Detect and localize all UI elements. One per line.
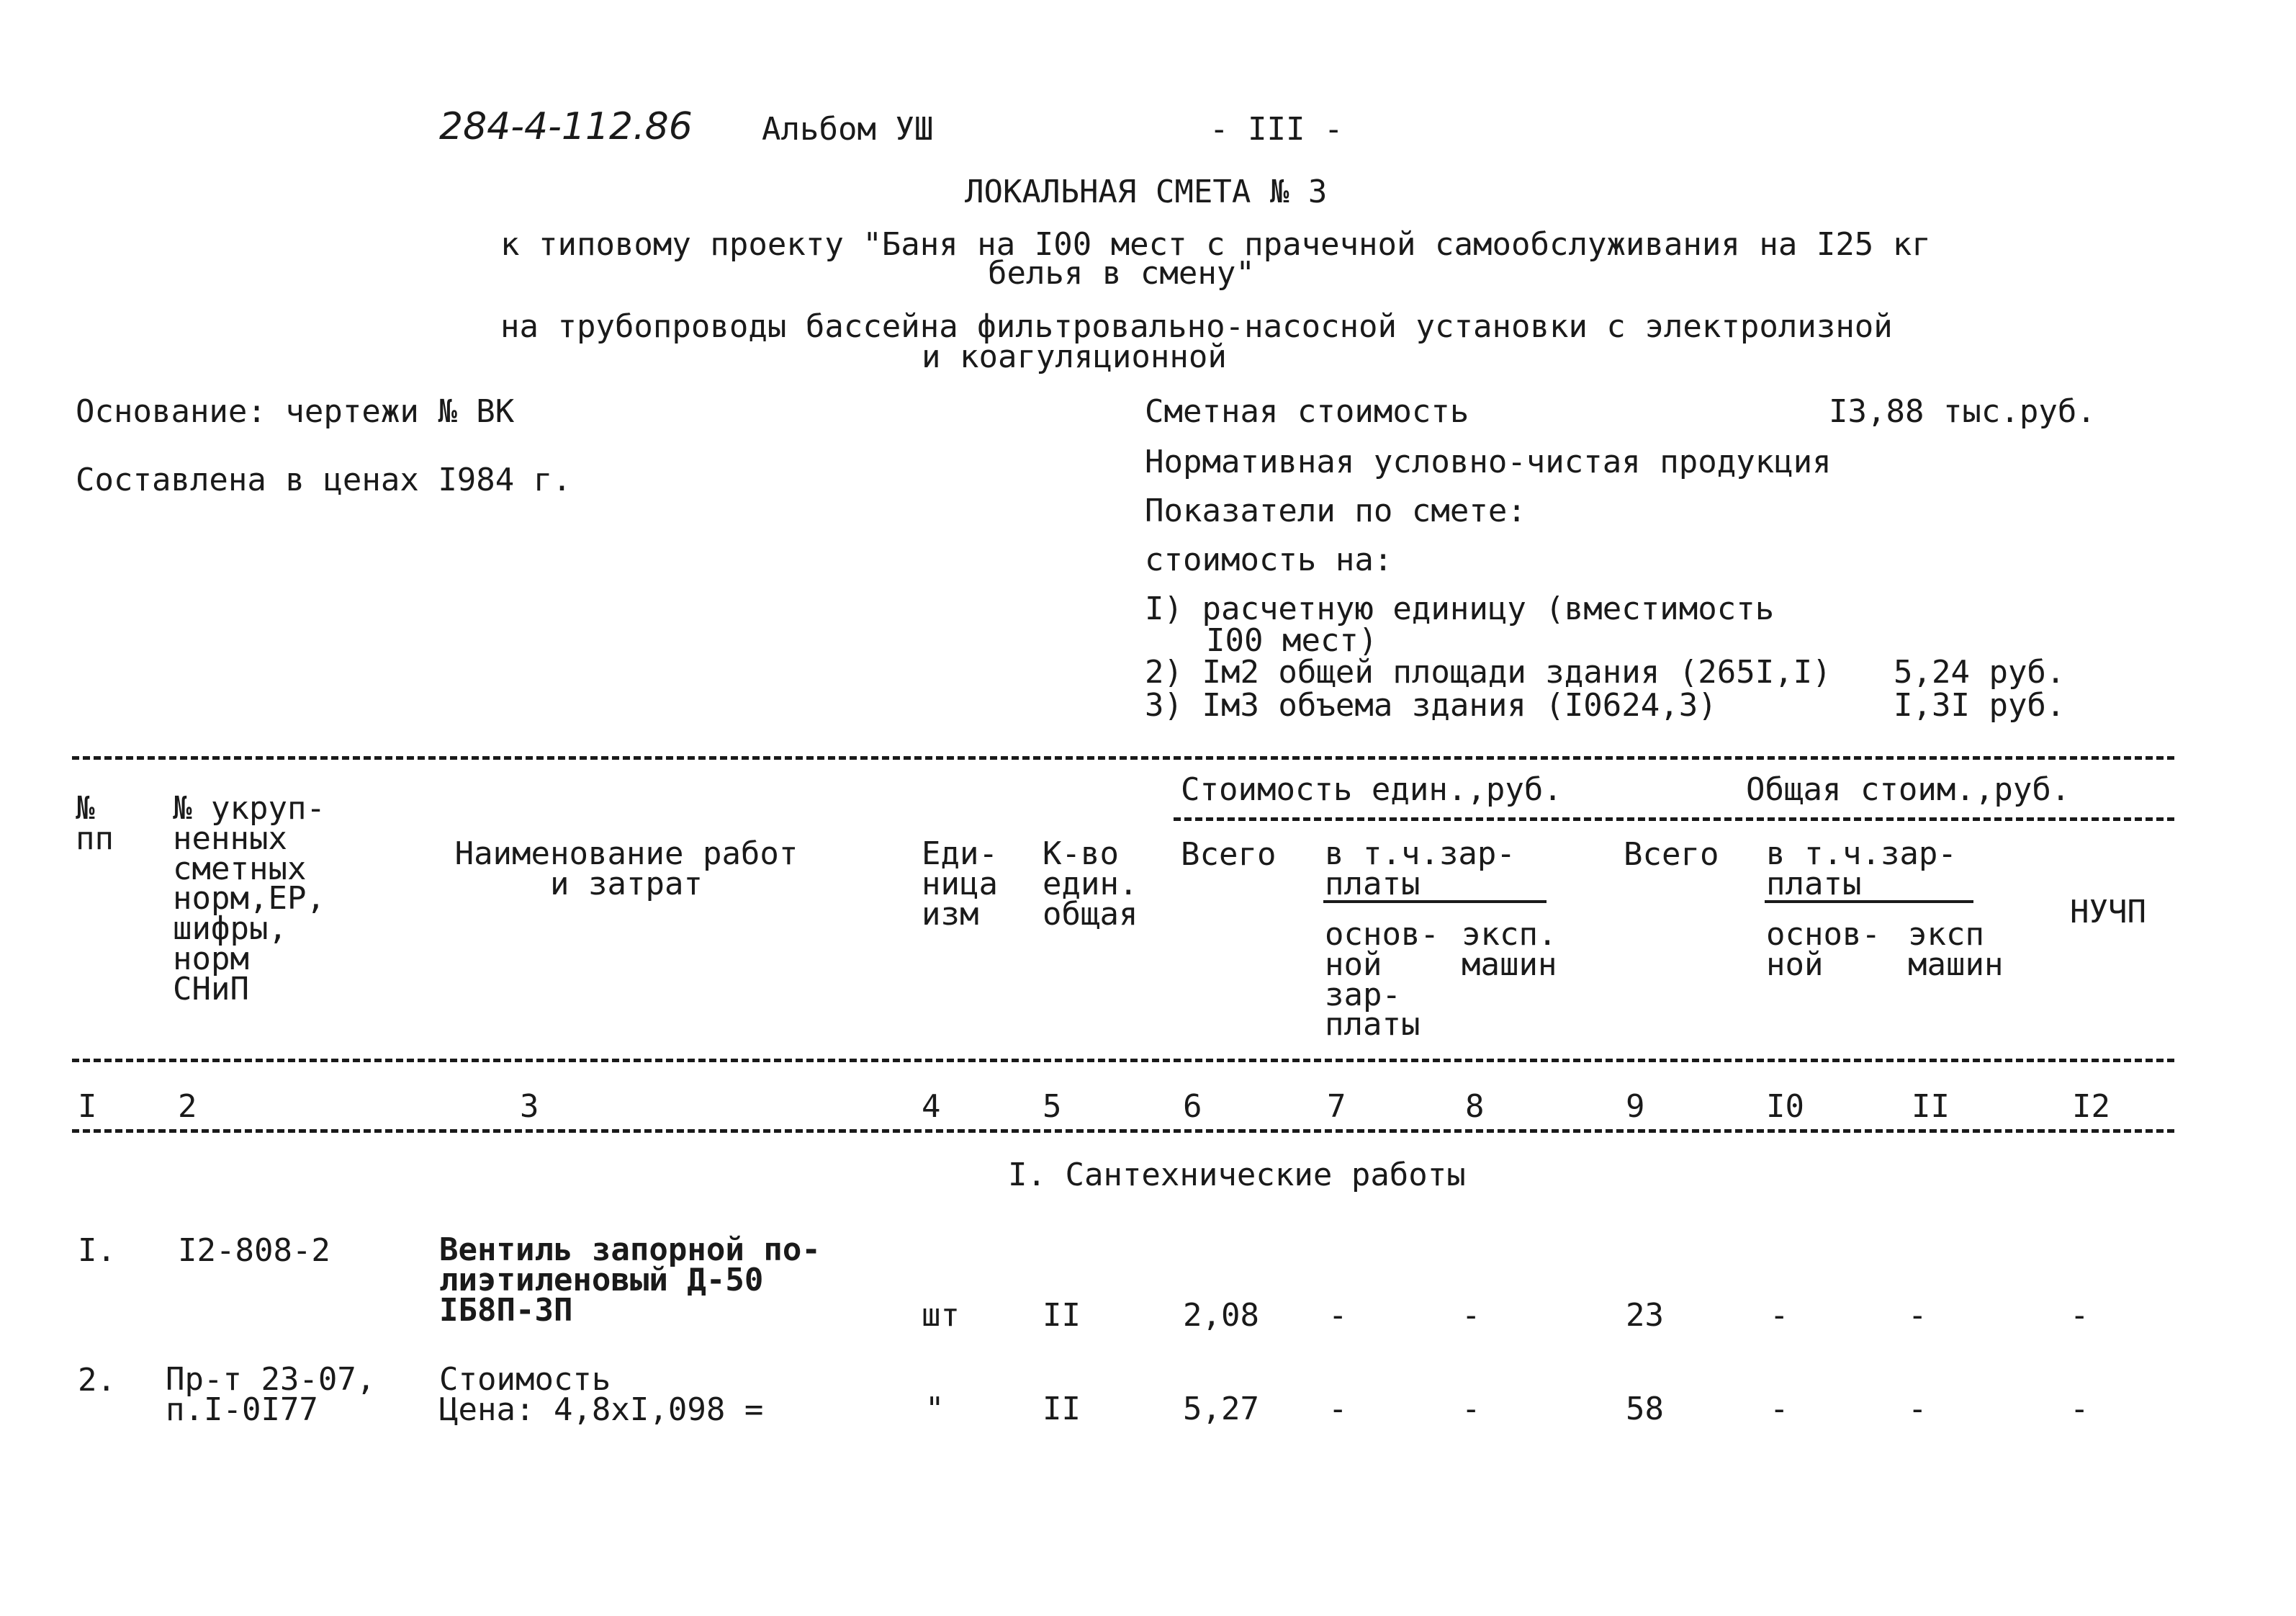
total-machine-ops: эксп машин — [1908, 916, 2004, 983]
row-1-name: Вентиль запорной по- лиэтиленовый Д-50 IБ8П-3П — [439, 1231, 821, 1329]
header-col-4: Еди- ница изм — [922, 835, 998, 933]
row-1-code: I2-808-2 — [178, 1232, 330, 1269]
row-2-num: 2. — [78, 1362, 116, 1399]
normative-line: Нормативная условно-чистая продукция — [1145, 444, 1832, 480]
row-1-unit-total: 2,08 — [1183, 1297, 1259, 1334]
subject-line-2: и коагуляционной — [922, 338, 1227, 375]
header-col-1: № пп — [76, 790, 114, 857]
col-number-12: I2 — [2072, 1088, 2110, 1125]
nuchp-header: НУЧП — [2070, 894, 2146, 930]
row-2-unit: " — [925, 1391, 945, 1427]
unit-wages-underline — [1323, 900, 1547, 903]
header-bottom-rule — [72, 1059, 2174, 1062]
row-2-total-mach: - — [1908, 1391, 1927, 1427]
header-col-5: К-во един. общая — [1043, 835, 1138, 933]
row-1-total-mach: - — [1908, 1297, 1927, 1334]
row-2-name: Стоимость Цена: 4,8хI,098 = — [439, 1361, 764, 1428]
row-2-code: Пр-т 23-07, п.I-0I77 — [166, 1361, 376, 1428]
total-cost-group: Общая стоим.,руб. — [1746, 771, 2071, 808]
row-2-unit-basic: - — [1328, 1391, 1348, 1427]
col-number-6: 6 — [1183, 1088, 1202, 1125]
indicator-2-value: 5,24 руб. — [1894, 654, 2066, 691]
total-wages-underline — [1765, 900, 1973, 903]
col-number-11: II — [1912, 1088, 1950, 1125]
header-col-2: № укруп- ненных сметных норм,ЕР, шифры, норм СНиП — [173, 790, 325, 1007]
row-2-nuchp: - — [2070, 1391, 2089, 1427]
unit-machine-ops: эксп. машин — [1462, 916, 1557, 983]
project-line-1: к типовому проекту "Баня на I00 мест с прачечной самообслуживания на I25 кг — [500, 226, 1931, 263]
col-number-5: 5 — [1043, 1088, 1062, 1125]
prices-line: Составлена в ценах I984 г. — [76, 462, 572, 498]
row-1-total: 23 — [1626, 1297, 1664, 1334]
row-1-unit-mach: - — [1462, 1297, 1481, 1334]
indicator-3-value: I,3I руб. — [1894, 687, 2066, 724]
row-2-unit-total: 5,27 — [1183, 1391, 1259, 1427]
row-2-total: 58 — [1626, 1391, 1664, 1427]
table-top-rule — [72, 756, 2174, 760]
row-1-qty: II — [1043, 1297, 1081, 1334]
total-total-label: Всего — [1624, 836, 1719, 873]
unit-total-label: Всего — [1181, 836, 1277, 873]
basis-line: Основание: чертежи № ВК — [76, 393, 515, 430]
row-1-total-basic: - — [1770, 1297, 1789, 1334]
row-1-unit-basic: - — [1328, 1297, 1348, 1334]
cost-value: I3,88 тыс.руб. — [1829, 393, 2096, 430]
document-code: 284-4-112.86 — [439, 105, 693, 148]
estimate-title: ЛОКАЛЬНАЯ СМЕТА № 3 — [965, 174, 1328, 210]
page-number: - III - — [1210, 111, 1343, 148]
col-number-4: 4 — [922, 1088, 941, 1125]
header-col-3: Наименование работ и затрат — [454, 835, 798, 902]
row-2-total-basic: - — [1770, 1391, 1789, 1427]
album-label: Альбом УШ — [762, 111, 934, 148]
col-number-7: 7 — [1327, 1088, 1346, 1125]
row-2-unit-mach: - — [1462, 1391, 1481, 1427]
col-number-10: I0 — [1766, 1088, 1804, 1125]
unit-cost-group: Стоимость един.,руб. — [1181, 771, 1562, 808]
group-rule — [1174, 817, 2174, 821]
col-number-2: 2 — [178, 1088, 197, 1125]
row-1-num: I. — [78, 1232, 116, 1269]
indicator-1b: I00 мест) — [1206, 622, 1378, 659]
col-number-3: 3 — [520, 1088, 539, 1125]
col-number-8: 8 — [1465, 1088, 1485, 1125]
cost-label: Сметная стоимость — [1145, 393, 1469, 430]
row-1-unit: шт — [922, 1297, 960, 1334]
total-basic-wages: основ- ной — [1766, 916, 1881, 983]
cost-per-line: стоимость на: — [1145, 542, 1393, 578]
unit-incl-wages: в т.ч.зар- платы — [1325, 835, 1516, 902]
subject-line-1: на трубопроводы бассейна фильтровально-насосной установки с электролизной — [500, 308, 1893, 345]
indicator-1a: I) расчетную единицу (вместимость — [1145, 591, 1775, 627]
column-numbers-rule — [72, 1129, 2174, 1133]
indicators-line: Показатели по смете: — [1145, 493, 1526, 529]
total-incl-wages: в т.ч.зар- платы — [1766, 835, 1957, 902]
row-1-nuchp: - — [2070, 1297, 2089, 1334]
indicator-2: 2) Iм2 общей площади здания (265I,I) — [1145, 654, 1832, 691]
project-line-2: белья в смену" — [988, 255, 1255, 292]
unit-basic-wages: основ- ной зар- платы — [1325, 916, 1439, 1043]
col-number-1: I — [78, 1088, 97, 1125]
row-2-qty: II — [1043, 1391, 1081, 1427]
section-title: I. Сантехнические работы — [1008, 1157, 1466, 1193]
indicator-3: 3) Iм3 объема здания (I0624,3) — [1145, 687, 1717, 724]
col-number-9: 9 — [1626, 1088, 1645, 1125]
